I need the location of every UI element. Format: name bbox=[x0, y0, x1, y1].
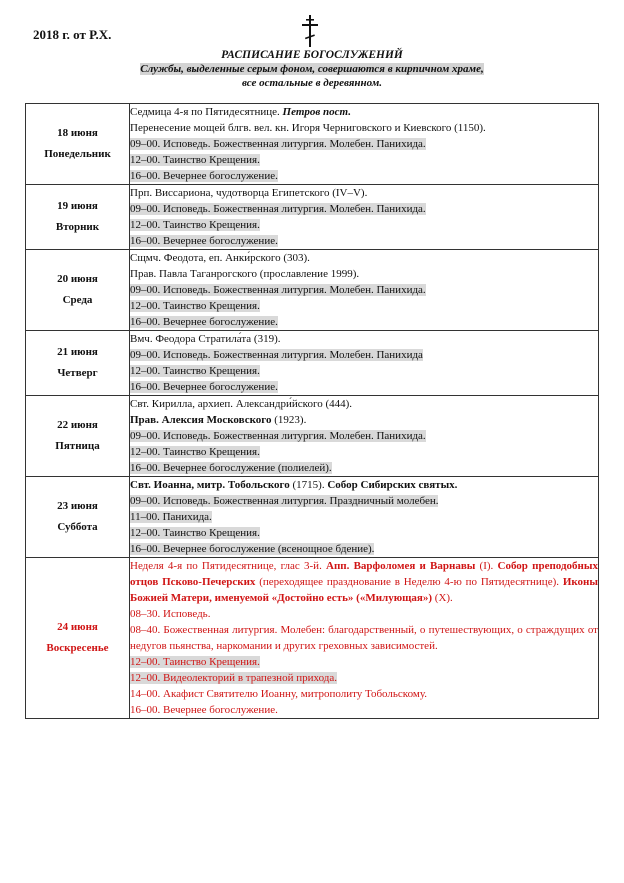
day-weekday: Суббота bbox=[57, 521, 98, 533]
service-text: 09–00. Исповедь. Божественная литургия. Молебен. Панихида. bbox=[130, 138, 426, 150]
day-row bbox=[26, 104, 599, 185]
day-row bbox=[26, 331, 599, 396]
service-text: 08–40. Божественная литургия. Молебен: благодарственный, о путешествующих, о страждущих от недугов пьянства, наркомании и других греховных зависимостей. bbox=[130, 624, 598, 652]
day-cell bbox=[26, 396, 130, 477]
service-text: 16–00. Вечернее богослужение. bbox=[130, 316, 278, 328]
day-date: 21 июня bbox=[57, 346, 98, 358]
service-line bbox=[130, 201, 598, 217]
service-text: 12–00. Таинство Крещения. bbox=[130, 365, 260, 377]
day-cell bbox=[26, 558, 130, 719]
service-line bbox=[130, 396, 598, 412]
service-text: Седмица 4-я по Пятидесятнице. bbox=[130, 106, 283, 118]
service-text: 12–00. Таинство Крещения. bbox=[130, 154, 260, 166]
service-line bbox=[130, 477, 598, 493]
day-date: 19 июня bbox=[57, 200, 98, 212]
service-text: Собор Сибирских святых. bbox=[327, 479, 458, 491]
service-line bbox=[130, 298, 598, 314]
day-weekday: Вторник bbox=[55, 221, 100, 233]
service-text: 12–00. Таинство Крещения. bbox=[130, 219, 260, 231]
services-cell bbox=[130, 185, 599, 250]
service-text: (Х). bbox=[432, 592, 453, 604]
service-text: (1715). bbox=[289, 479, 328, 491]
service-text: 14–00. Акафист Святителю Иоанну, митрополиту Тобольскому. bbox=[130, 688, 427, 700]
service-text: 09–00. Исповедь. Божественная литургия. Молебен. Панихида. bbox=[130, 430, 426, 442]
day-row bbox=[26, 396, 599, 477]
service-text: Прп. Виссариона, чудотворца Египетского (IV–V). bbox=[130, 187, 368, 199]
service-text: (I). bbox=[475, 560, 498, 572]
service-line bbox=[130, 168, 598, 184]
service-line bbox=[130, 152, 598, 168]
service-text: Собор преподобных отцов Псково-Печерских bbox=[130, 560, 598, 588]
service-line bbox=[130, 493, 598, 509]
note-rest: все остальные в деревянном. bbox=[241, 77, 383, 89]
service-line bbox=[130, 347, 598, 363]
service-line bbox=[130, 541, 598, 557]
service-text: 16–00. Вечернее богослужение (полиелей). bbox=[130, 462, 332, 474]
service-text: 08–30. Исповедь. bbox=[130, 608, 211, 620]
services-cell bbox=[130, 477, 599, 558]
service-line bbox=[130, 379, 598, 395]
day-cell bbox=[26, 331, 130, 396]
service-line bbox=[130, 525, 598, 541]
service-line bbox=[130, 444, 598, 460]
service-line bbox=[130, 136, 598, 152]
day-date: 24 июня bbox=[57, 621, 98, 633]
schedule-table bbox=[25, 103, 599, 719]
service-text: 16–00. Вечернее богослужение. bbox=[130, 381, 278, 393]
service-line bbox=[130, 217, 598, 233]
service-line bbox=[130, 266, 598, 282]
services-cell bbox=[130, 104, 599, 185]
page-title: РАСПИСАНИЕ БОГОСЛУЖЕНИЙ bbox=[221, 49, 403, 61]
year-label: 2018 г. от Р.Х. bbox=[33, 27, 112, 42]
service-line bbox=[130, 120, 598, 136]
day-weekday: Воскресенье bbox=[46, 642, 109, 654]
service-text: 12–00. Видеолекторий в трапезной прихода. bbox=[130, 672, 337, 684]
day-weekday: Среда bbox=[62, 294, 93, 306]
service-text: Перенесение мощей блгв. вел. кн. Игоря Черниговского и Киевского (1150). bbox=[130, 122, 486, 134]
service-text: Петров пост. bbox=[282, 106, 351, 118]
day-weekday: Четверг bbox=[57, 367, 98, 379]
service-text: Иконы Божией Матери, именуемой «Достойно есть» («Милующая») bbox=[130, 576, 598, 604]
service-text: 09–00. Исповедь. Божественная литургия. Молебен. Панихида bbox=[130, 349, 423, 361]
note-highlight: Службы, выделенные серым фоном, совершаются в кирпичном храме, bbox=[140, 63, 484, 75]
service-line bbox=[130, 558, 598, 606]
day-date: 22 июня bbox=[57, 419, 98, 431]
service-text: 12–00. Таинство Крещения. bbox=[130, 300, 260, 312]
day-weekday: Понедельник bbox=[44, 148, 111, 160]
service-text: (переходящее празднование в Неделю 4-ю по Пятидесятнице). bbox=[255, 576, 563, 588]
day-date: 23 июня bbox=[57, 500, 98, 512]
service-text: 09–00. Исповедь. Божественная литургия. Молебен. Панихида. bbox=[130, 203, 426, 215]
service-line bbox=[130, 686, 598, 702]
day-weekday: Пятница bbox=[55, 440, 100, 452]
service-text: Свт. Кирилла, архиеп. Александри́йского (444). bbox=[130, 398, 353, 410]
service-line bbox=[130, 622, 598, 654]
service-text: (1923). bbox=[271, 414, 307, 426]
service-text: 09–00. Исповедь. Божественная литургия. Молебен. Панихида. bbox=[130, 284, 426, 296]
service-text: 16–00. Вечернее богослужение (всенощное бдение). bbox=[130, 543, 375, 555]
service-text: Свт. Иоанна, митр. Тобольского bbox=[130, 479, 290, 491]
day-cell bbox=[26, 250, 130, 331]
day-row bbox=[26, 477, 599, 558]
service-line bbox=[130, 363, 598, 379]
service-line bbox=[130, 282, 598, 298]
orthodox-cross-icon bbox=[300, 15, 320, 47]
service-text: 09–00. Исповедь. Божественная литургия. Праздничный молебен. bbox=[130, 495, 439, 507]
service-line bbox=[130, 412, 598, 428]
service-text: Прав. Алексия Московского bbox=[130, 414, 272, 426]
day-cell bbox=[26, 185, 130, 250]
services-cell bbox=[130, 396, 599, 477]
service-line bbox=[130, 331, 598, 347]
service-line bbox=[130, 702, 598, 718]
service-text: 16–00. Вечернее богослужение. bbox=[130, 170, 278, 182]
service-text: 12–00. Таинство Крещения. bbox=[130, 446, 260, 458]
service-line bbox=[130, 670, 598, 686]
services-cell bbox=[130, 558, 599, 719]
service-text: 11–00. Панихида. bbox=[130, 511, 212, 523]
day-date: 20 июня bbox=[57, 273, 98, 285]
service-line bbox=[130, 250, 598, 266]
service-line bbox=[130, 509, 598, 525]
service-line bbox=[130, 233, 598, 249]
day-row bbox=[26, 185, 599, 250]
day-date: 18 июня bbox=[57, 127, 98, 139]
service-text: Неделя 4-я по Пятидесятнице, глас 3-й. bbox=[130, 560, 327, 572]
services-cell bbox=[130, 331, 599, 396]
day-cell bbox=[26, 104, 130, 185]
services-cell bbox=[130, 250, 599, 331]
service-line bbox=[130, 185, 598, 201]
service-line bbox=[130, 428, 598, 444]
service-line bbox=[130, 654, 598, 670]
day-cell bbox=[26, 477, 130, 558]
service-line bbox=[130, 314, 598, 330]
service-line bbox=[130, 104, 598, 120]
service-line bbox=[130, 460, 598, 476]
service-line bbox=[130, 606, 598, 622]
day-row bbox=[26, 558, 599, 719]
service-text: Прав. Павла Таганрогского (прославление 1999). bbox=[130, 268, 360, 280]
service-text: Апп. Варфоломея и Варнавы bbox=[326, 560, 476, 572]
service-text: 12–00. Таинство Крещения. bbox=[130, 527, 260, 539]
service-text: Сщмч. Феодота, еп. Анки́рского (303). bbox=[130, 252, 310, 264]
service-text: 12–00. Таинство Крещения. bbox=[130, 656, 260, 668]
service-text: Вмч. Феодора Стратила́та (319). bbox=[130, 333, 281, 345]
day-row bbox=[26, 250, 599, 331]
service-text: 16–00. Вечернее богослужение. bbox=[130, 235, 278, 247]
service-text: 16–00. Вечернее богослужение. bbox=[130, 704, 278, 716]
